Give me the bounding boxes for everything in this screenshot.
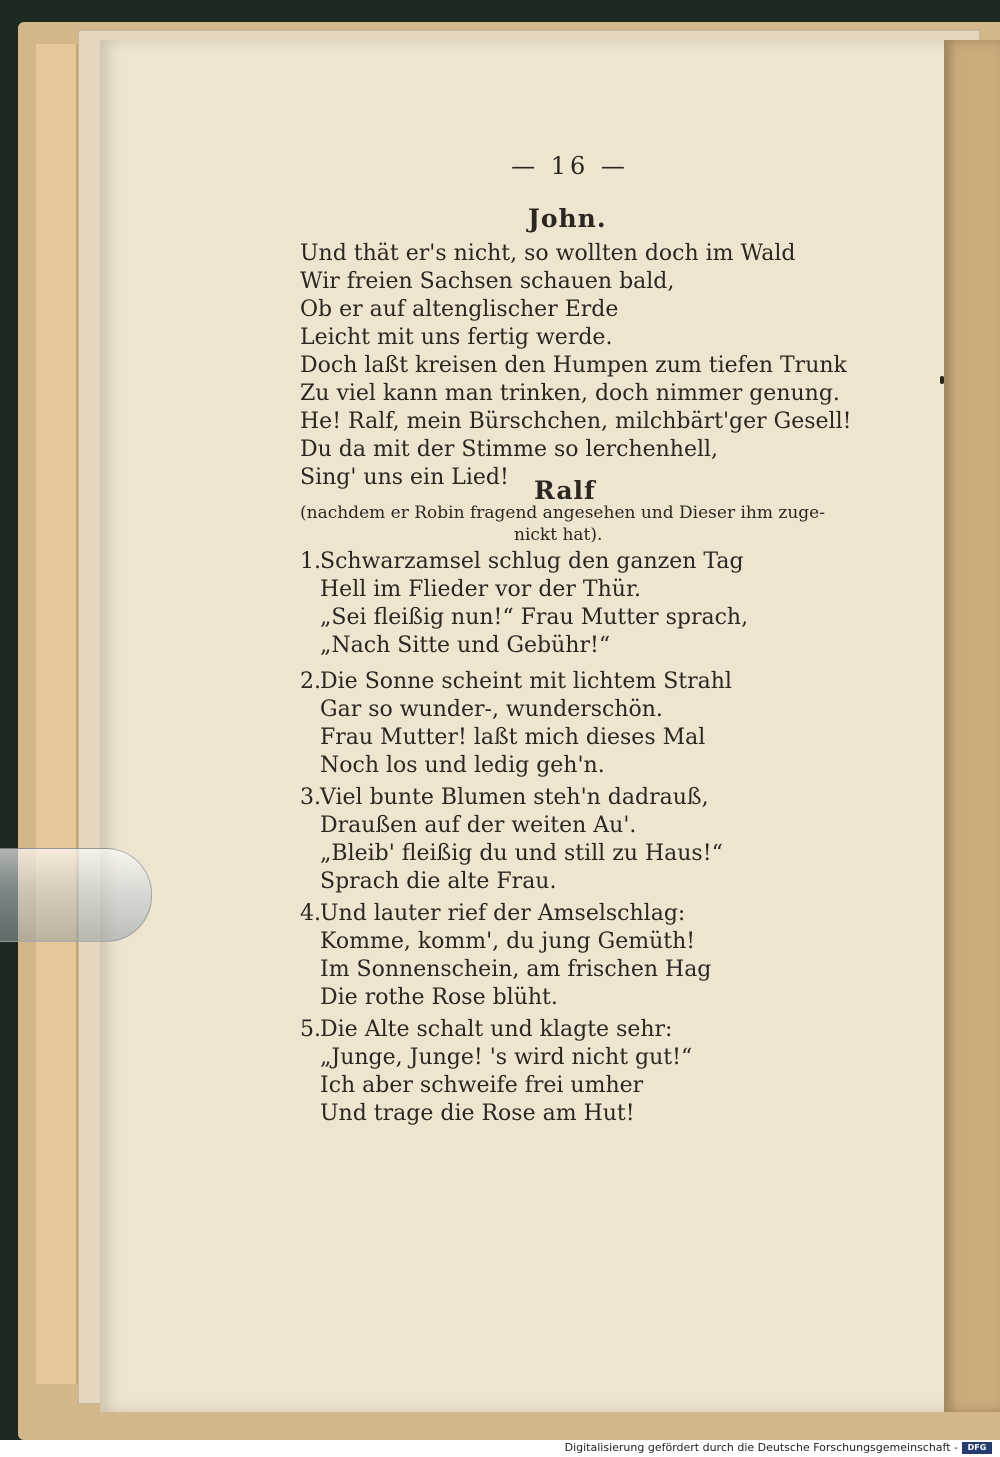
verse-line: Im Sonnenschein, am frischen Hag	[320, 957, 712, 982]
verse-line: Ob er auf altenglischer Erde	[300, 297, 619, 322]
verse-line: Die Alte schalt und klagte sehr:	[320, 1017, 673, 1042]
binding-gutter	[944, 40, 1000, 1412]
stage-direction: nickt hat).	[514, 525, 603, 545]
stanza-number: 2.	[300, 669, 321, 694]
verse-line: Und thät er's nicht, so wollten doch im Wald	[300, 241, 796, 266]
funding-notice: Digitalisierung gefördert durch die Deutsche Forschungsgemeinschaft -	[564, 1441, 958, 1454]
verse-line: Wir freien Sachsen schauen bald,	[300, 269, 675, 294]
cover-edge	[36, 44, 78, 1384]
verse-line: Die Sonne scheint mit lichtem Strahl	[320, 669, 732, 694]
verse-line: Zu viel kann man trinken, doch nimmer genung.	[300, 381, 840, 406]
stanza-number: 4.	[300, 901, 321, 926]
stanza-number: 1.	[300, 549, 321, 574]
verse-line: Komme, komm', du jung Gemüth!	[320, 929, 696, 954]
dfg-logo: DFG	[962, 1442, 992, 1454]
stanza-number: 5.	[300, 1017, 321, 1042]
footer-bar	[0, 1440, 1000, 1457]
verse-line: Gar so wunder-, wunderschön.	[320, 697, 663, 722]
verse-line: Ich aber schweife frei umher	[320, 1073, 644, 1098]
verse-line: Und lauter rief der Amselschlag:	[320, 901, 686, 926]
verse-line: Schwarzamsel schlug den ganzen Tag	[320, 549, 744, 574]
verse-line: Draußen auf der weiten Au'.	[320, 813, 637, 838]
glass-page-clip	[0, 848, 152, 942]
page-number: — 16 —	[511, 152, 629, 180]
speaker-ralf: Ralf	[534, 476, 596, 505]
stage-direction: (nachdem er Robin fragend angesehen und Dieser ihm zuge-	[300, 503, 825, 523]
verse-line: Sprach die alte Frau.	[320, 869, 557, 894]
verse-line: Die rothe Rose blüht.	[320, 985, 558, 1010]
verse-line: Frau Mutter! laßt mich dieses Mal	[320, 725, 706, 750]
verse-line: Viel bunte Blumen steh'n dadrauß,	[320, 785, 709, 810]
verse-line: Noch los und ledig geh'n.	[320, 753, 605, 778]
speaker-john: John.	[528, 204, 607, 233]
verse-line: „Nach Sitte und Gebühr!“	[320, 633, 611, 658]
verse-line: „Junge, Junge! 's wird nicht gut!“	[320, 1045, 693, 1070]
verse-line: Du da mit der Stimme so lerchenhell,	[300, 437, 719, 462]
margin-mark	[940, 376, 944, 384]
verse-line: Hell im Flieder vor der Thür.	[320, 577, 642, 602]
verse-line: „Sei fleißig nun!“ Frau Mutter sprach,	[320, 605, 749, 630]
verse-line: „Bleib' fleißig du und still zu Haus!“	[320, 841, 723, 866]
verse-line: Und trage die Rose am Hut!	[320, 1101, 635, 1126]
verse-line: He! Ralf, mein Bürschchen, milchbärt'ger Gesell!	[300, 409, 852, 434]
verse-line: Doch laßt kreisen den Humpen zum tiefen Trunk	[300, 353, 847, 378]
stanza-number: 3.	[300, 785, 321, 810]
verse-line: Sing' uns ein Lied!	[300, 465, 509, 490]
verse-line: Leicht mit uns fertig werde.	[300, 325, 613, 350]
